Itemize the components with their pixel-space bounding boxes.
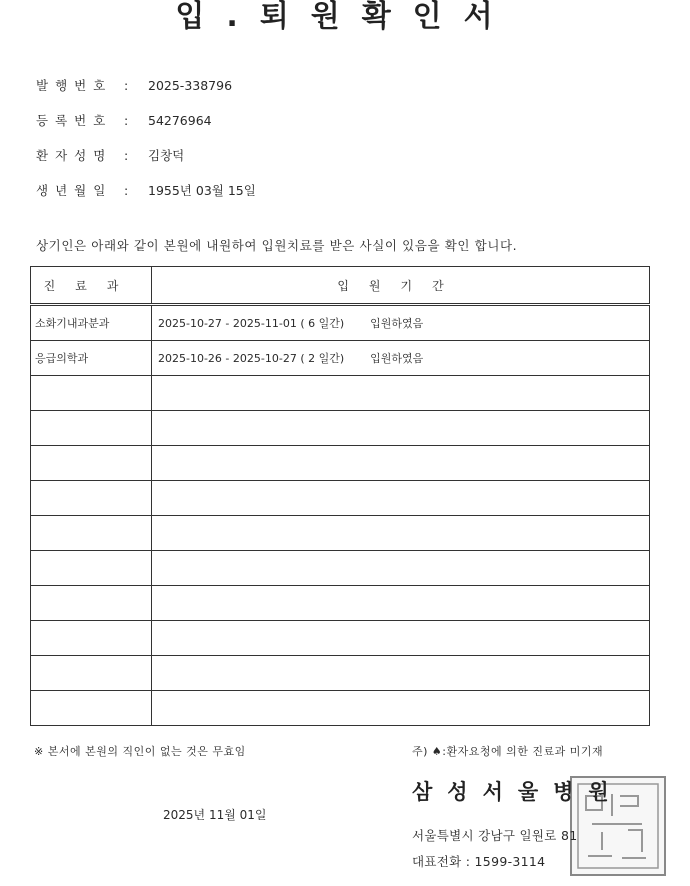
empty-cell xyxy=(152,446,650,481)
empty-row xyxy=(31,551,650,586)
issue-number-row xyxy=(36,76,232,94)
period-header: 입원기간 xyxy=(152,267,650,305)
dept-header: 진료과 xyxy=(31,267,152,305)
colon: : xyxy=(124,112,129,128)
empty-cell xyxy=(31,586,152,621)
patient-name-row xyxy=(36,146,184,164)
empty-cell xyxy=(152,656,650,691)
empty-cell xyxy=(152,586,650,621)
hospital-name: 삼성서울병원 xyxy=(412,780,624,804)
confirmation-statement: 상기인은 아래와 같이 본원에 내원하여 입원치료를 받은 사실이 있음을 확인 합니다. xyxy=(36,238,518,253)
issue-date: 2025년 11월 01일 xyxy=(163,808,267,822)
empty-cell xyxy=(152,481,650,516)
colon: : xyxy=(124,147,129,163)
colon: : xyxy=(124,182,129,198)
registration-number-value: 54276964 xyxy=(148,112,212,128)
birth-date-value: 1955년 03월 15일 xyxy=(148,183,256,198)
table-header-row xyxy=(31,267,650,305)
empty-cell xyxy=(31,551,152,586)
empty-cell xyxy=(152,411,650,446)
document-title: 입.퇴원확인서 xyxy=(175,0,515,34)
period-text: 2025-10-26 - 2025-10-27 ( 2 일간) xyxy=(158,352,345,365)
empty-cell xyxy=(31,691,152,726)
hospital-address: 서울특별시 강남구 일원로 81 xyxy=(412,828,578,843)
period-cell xyxy=(152,305,650,341)
colon: : xyxy=(124,77,129,93)
birth-date-row xyxy=(36,181,256,199)
table-row xyxy=(31,341,650,376)
table-row xyxy=(31,305,650,341)
empty-cell xyxy=(31,656,152,691)
empty-cell xyxy=(152,621,650,656)
empty-row xyxy=(31,656,650,691)
dept-cell: 응급의학과 xyxy=(31,341,152,376)
patient-name-value: 김창덕 xyxy=(148,148,185,163)
period-text: 2025-10-27 - 2025-11-01 ( 6 일간) xyxy=(158,317,345,330)
empty-cell xyxy=(31,516,152,551)
period-cell xyxy=(152,341,650,376)
patient-name-label: 환자성명 xyxy=(36,148,113,163)
empty-row xyxy=(31,411,650,446)
birth-date-label: 생년월일 xyxy=(36,183,113,198)
empty-cell xyxy=(31,481,152,516)
status-text: 입원하였음 xyxy=(370,352,424,365)
empty-row xyxy=(31,481,650,516)
empty-row xyxy=(31,691,650,726)
empty-cell xyxy=(152,516,650,551)
empty-row xyxy=(31,446,650,481)
empty-row xyxy=(31,586,650,621)
empty-cell xyxy=(152,376,650,411)
status-text: 입원하였음 xyxy=(370,317,424,330)
dept-cell: 소화기내과분과 xyxy=(31,305,152,341)
patient-request-note: 주) ♠:환자요청에 의한 진료과 미기재 xyxy=(412,745,604,758)
empty-cell xyxy=(152,551,650,586)
empty-row xyxy=(31,621,650,656)
empty-cell xyxy=(152,691,650,726)
admission-table xyxy=(30,266,650,726)
registration-number-label: 등록번호 xyxy=(36,113,113,128)
empty-cell xyxy=(31,411,152,446)
validity-note: ※ 본서에 본원의 직인이 없는 것은 무효임 xyxy=(34,745,246,758)
empty-cell xyxy=(31,446,152,481)
empty-row xyxy=(31,516,650,551)
hospital-phone: 대표전화 : 1599-3114 xyxy=(412,854,546,869)
issue-number-value: 2025-338796 xyxy=(148,77,233,93)
issue-number-label: 발행번호 xyxy=(36,78,113,93)
registration-number-row xyxy=(36,111,212,129)
empty-row xyxy=(31,376,650,411)
empty-cell xyxy=(31,621,152,656)
empty-cell xyxy=(31,376,152,411)
